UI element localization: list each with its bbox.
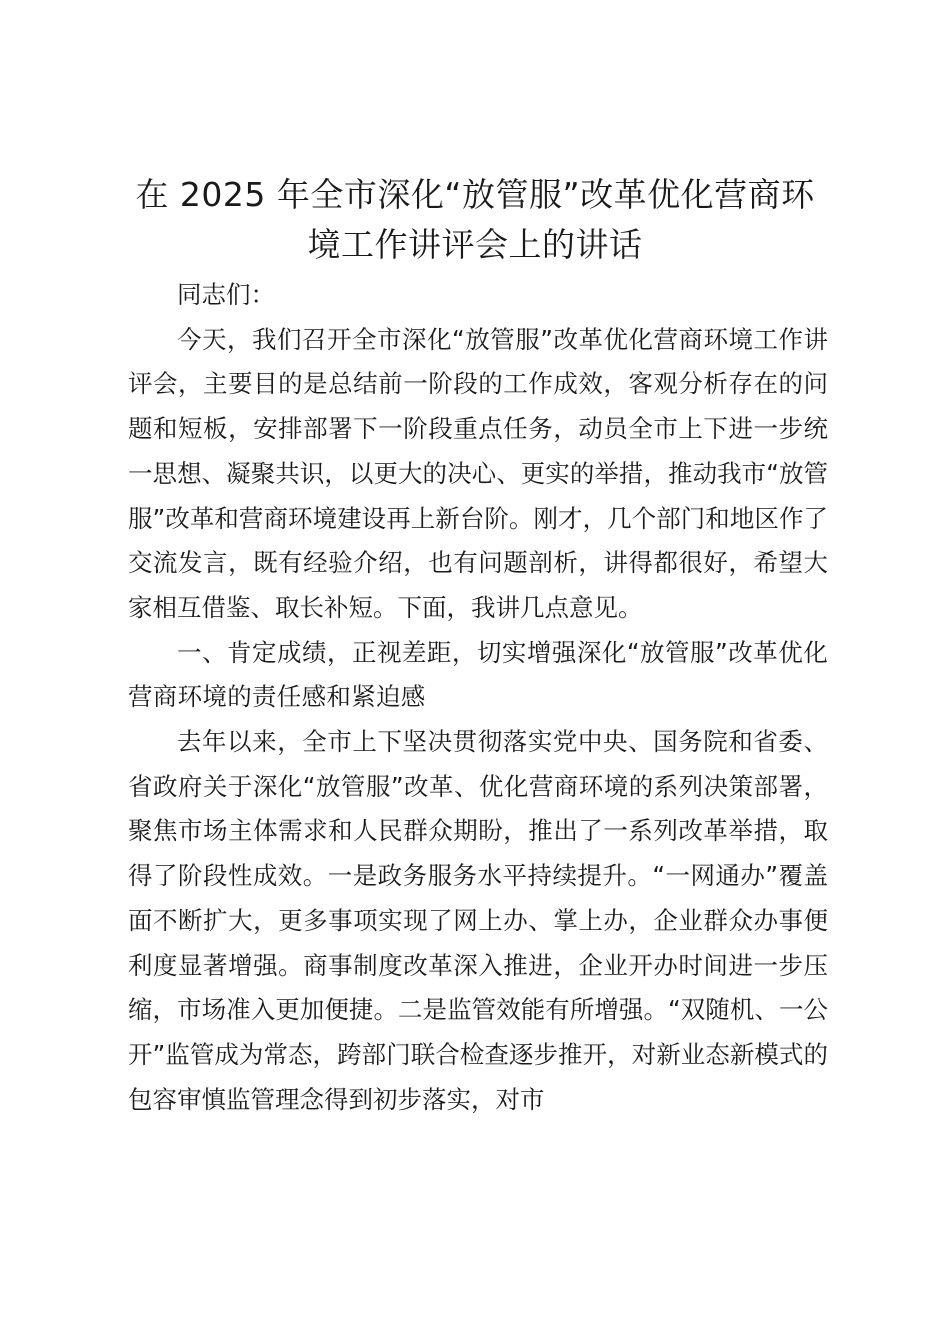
section-1-paragraph: 去年以来，全市上下坚决贯彻落实党中央、国务院和省委、省政府关于深化“放管服”改革、优化营商环境的系列决策部署，聚焦市场主体需求和人民群众期盼，推出了一系列改革举措，取得了阶段性成效。一是政务服务水平持续提升。“一网通办”覆盖面不断扩大，更多事项实现了网上办、掌上办，企业群众办事便利度显著增强。商事制度改革深入推进，企业开办时间进一步压缩，市场准入更加便捷。二是监管效能有所增强。“双随机、一公开”监管成为常态，跨部门联合检查逐步推开，对新业态新模式的包容审慎监管理念得到初步落实，对市: [128, 727, 828, 1114]
section-heading-1: 一、肯定成绩，正视差距，切实增强深化“放管服”改革优化营商环境的责任感和紧迫感: [128, 637, 828, 712]
document-body: [128, 273, 828, 1122]
intro-paragraph: 今天，我们召开全市深化“放管服”改革优化营商环境工作讲评会，主要目的是总结前一阶段的工作成效，客观分析存在的问题和短板，安排部署下一阶段重点任务，动员全市上下进一步统一思想、凝聚共识，以更大的决心、更实的举措，推动我市“放管服”改革和营商环境建设再上新台阶。刚才，几个部门和地区作了交流发言，既有经验介绍，也有问题剖析，讲得都很好，希望大家相互借鉴、取长补短。下面，我讲几点意见。: [128, 324, 828, 622]
document-title: 在 2025 年全市深化“放管服”改革优化营商环境工作讲评会上的讲话: [135, 175, 815, 264]
greeting-paragraph: 同志们：: [177, 280, 275, 309]
